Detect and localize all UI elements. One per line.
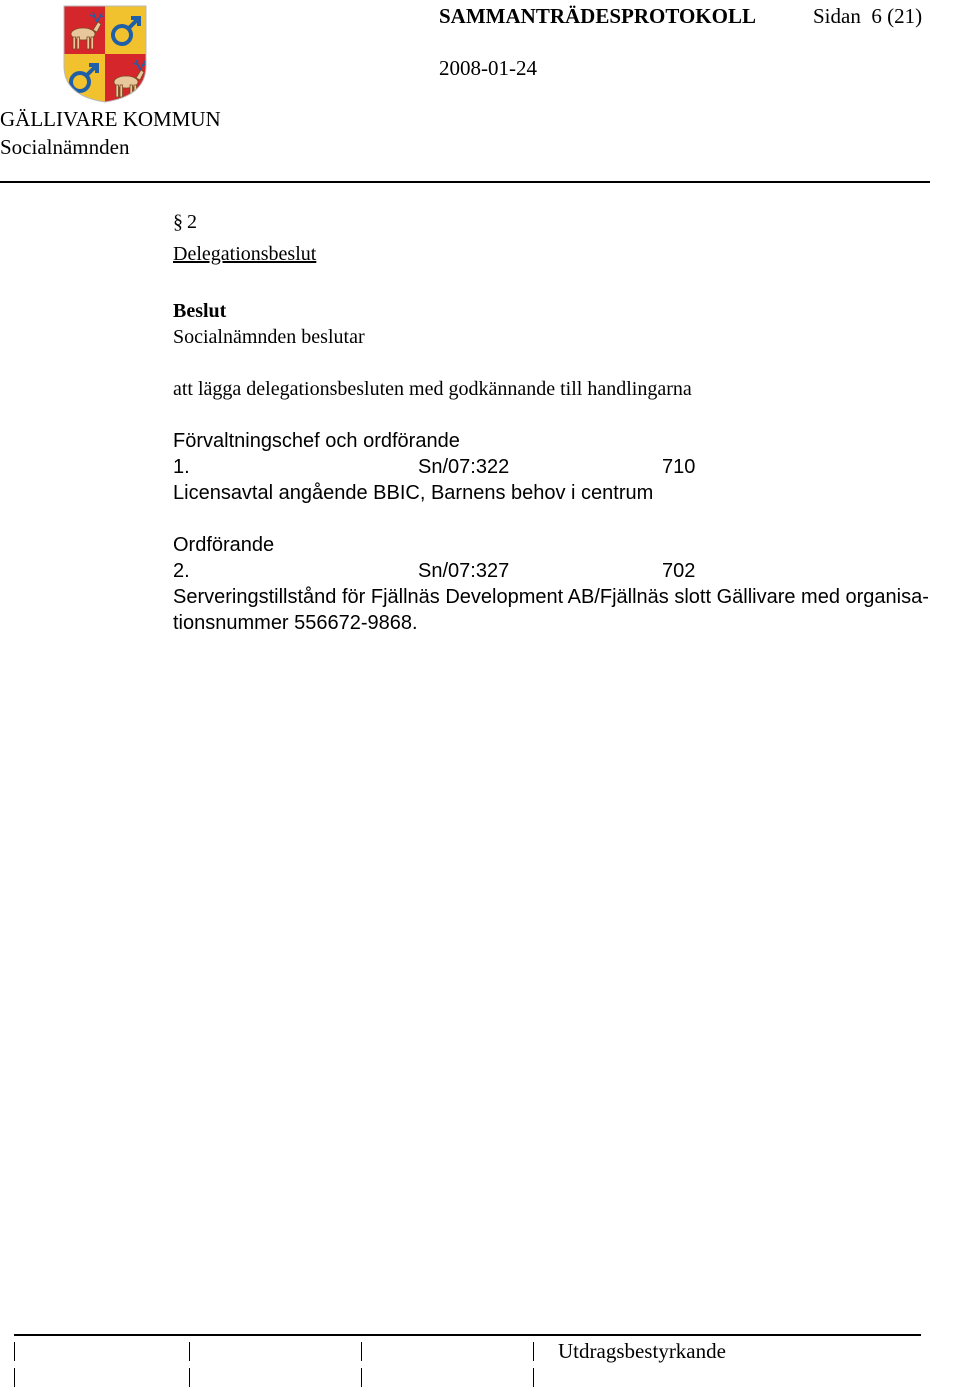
decision-subheading: Socialnämnden beslutar: [173, 326, 365, 348]
attestation-label: Utdragsbestyrkande: [558, 1339, 726, 1363]
organization-name: GÄLLIVARE KOMMUN: [0, 107, 221, 131]
document-title: SAMMANTRÄDESPROTOKOLL: [439, 4, 756, 28]
signature-box-divider: [533, 1342, 534, 1361]
signature-box-divider: [533, 1368, 534, 1387]
delegation-description: tionsnummer 556672-9868.: [173, 612, 418, 634]
footer-divider: [14, 1334, 921, 1336]
signature-box-divider: [361, 1368, 362, 1387]
signature-box-divider: [189, 1342, 190, 1361]
section-sign: §: [173, 211, 183, 233]
coat-of-arms-icon: [62, 4, 148, 104]
delegation-description: Serveringstillstånd för Fjällnäs Development AB/Fjällnäs slott Gällivare med organisa-: [173, 586, 929, 608]
signature-box-divider: [189, 1368, 190, 1387]
decision-heading: Beslut: [173, 300, 227, 322]
decision-text: att lägga delegationsbesluten med godkännande till handlingarna: [173, 378, 692, 400]
delegation-case-number: Sn/07:322: [418, 456, 510, 478]
section-number-value: 2: [187, 211, 197, 233]
delegation-number: 2.: [173, 560, 190, 582]
delegation-code: 702: [662, 560, 696, 582]
section-title: Delegationsbeslut: [173, 243, 317, 265]
department-name: Socialnämnden: [0, 135, 130, 159]
meeting-date: 2008-01-24: [439, 56, 537, 80]
delegation-role: Förvaltningschef och ordförande: [173, 430, 460, 452]
delegation-case-number: Sn/07:327: [418, 560, 510, 582]
delegation-code: 710: [662, 456, 696, 478]
signature-box-divider: [361, 1342, 362, 1361]
signature-box-divider: [14, 1368, 15, 1387]
header-divider: [0, 181, 930, 183]
section-number: [173, 211, 197, 234]
page-indicator: Sidan 6 (21): [813, 4, 923, 28]
delegation-description: Licensavtal angående BBIC, Barnens behov i centrum: [173, 482, 654, 504]
delegation-number: 1.: [173, 456, 190, 478]
signature-box-divider: [14, 1342, 15, 1361]
delegation-role: Ordförande: [173, 534, 275, 556]
